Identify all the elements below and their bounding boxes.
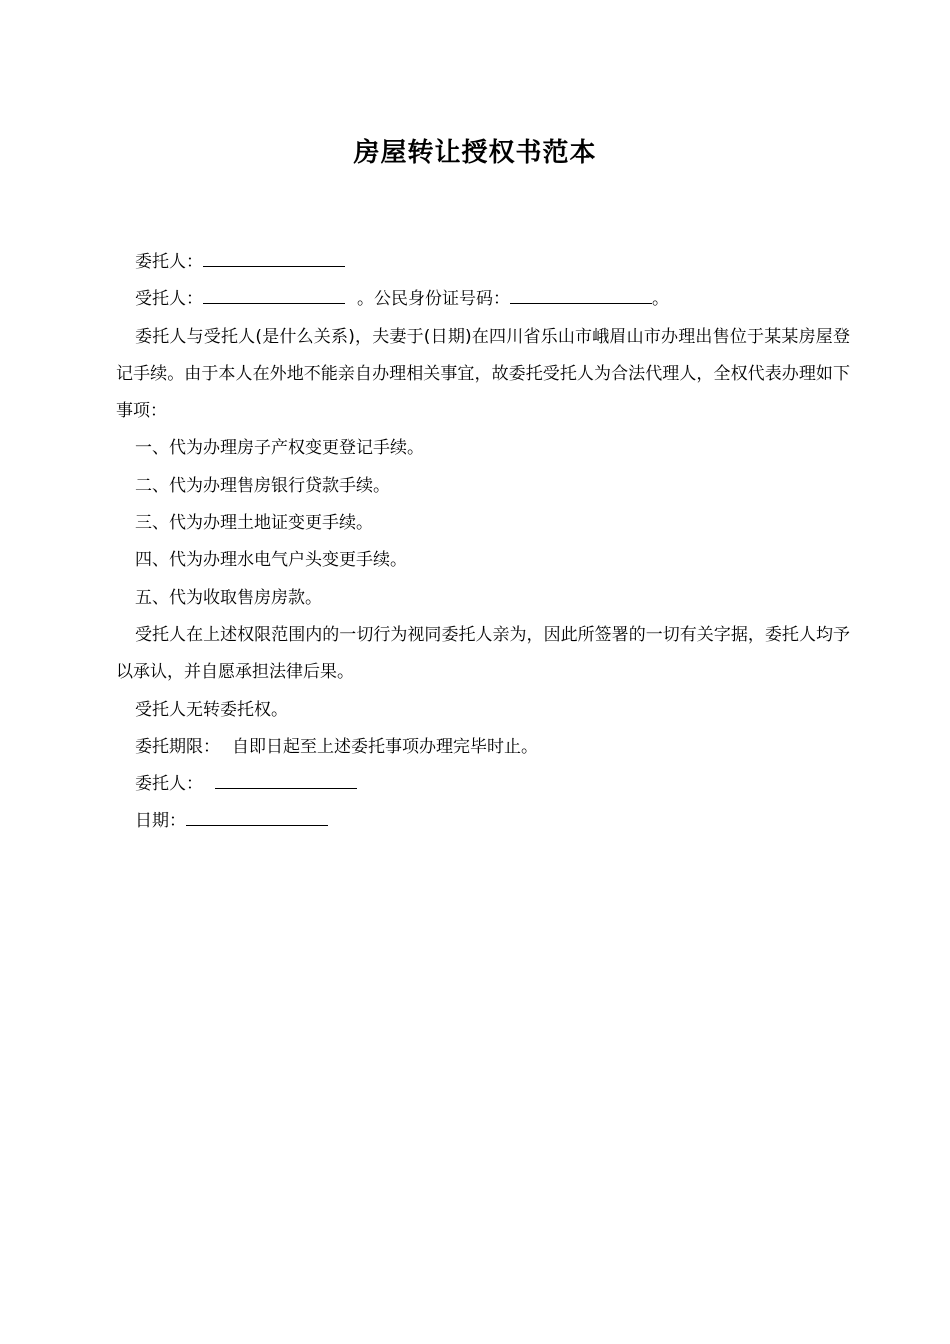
date-blank [186,807,328,826]
id-blank [510,285,652,304]
sign-line [116,766,850,803]
date-line [116,803,850,840]
acknowledge-paragraph: 受托人在上述权限范围内的一切行为视同委托人亲为，因此所签署的一切有关字据，委托人均予以承认，并自愿承担法律后果。 [116,624,850,683]
no-subdelegation-line: 受托人无转委托权。 [135,699,288,720]
sign-label: 委托人： [135,774,203,795]
list-item: 五、代为收取售房房款。 [135,587,322,608]
list-item: 二、代为办理售房银行贷款手续。 [135,475,390,496]
agent-line [116,281,850,318]
list-item: 三、代为办理土地证变更手续。 [135,513,373,534]
list-item: 一、代为办理房子产权变更登记手续。 [135,438,424,459]
term-line [116,729,850,766]
list-item: 四、代为办理水电气户头变更手续。 [135,550,407,571]
agent-label: 受托人： [135,289,203,310]
intro-paragraph: 委托人与受托人(是什么关系)，夫妻于(日期)在四川省乐山市峨眉山市办理出售位于某某房屋登记手续。由于本人在外地不能亲自办理相关事宜，故委托受托人为合法代理人，全权代表办理如下事项： [116,326,850,422]
term-label: 委托期限： [135,736,220,757]
principal-line [116,244,850,281]
document-title: 房屋转让授权书范本 [353,138,597,168]
principal-blank [203,248,345,267]
term-value: 自即日起至上述委托事项办理完毕时止。 [232,736,538,757]
principal-label: 委托人： [135,252,203,272]
id-label: 。公民身份证号码： [357,289,510,310]
agent-blank [203,285,345,304]
sign-blank [215,770,357,789]
date-label: 日期： [135,811,186,832]
document-body [116,244,850,841]
id-end: 。 [652,289,669,310]
